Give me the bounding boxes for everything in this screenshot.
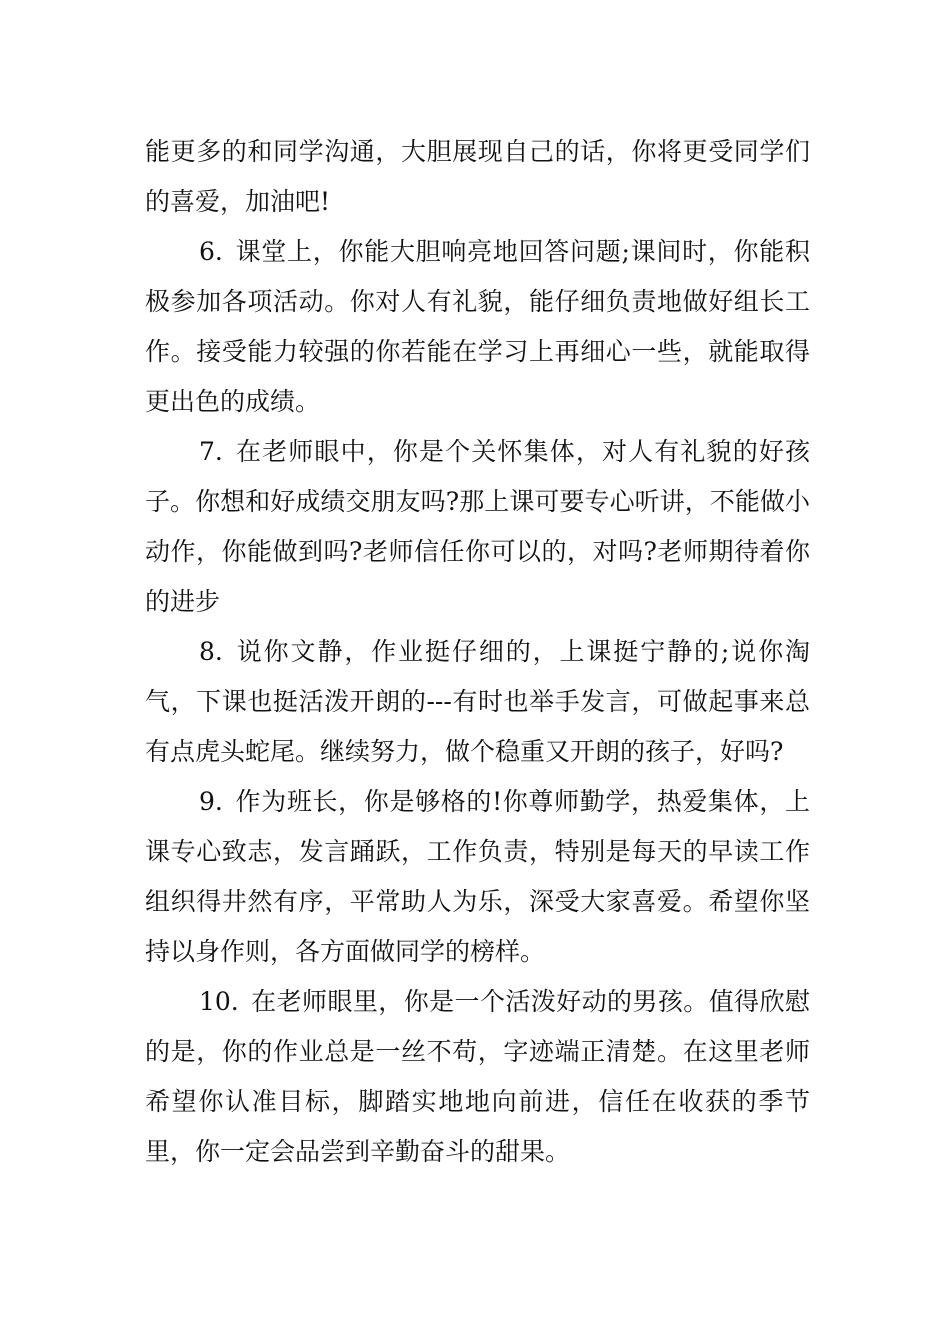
paragraph-item-7: [145, 427, 810, 627]
paragraph-number: 7.: [199, 437, 223, 466]
paragraph-item-8: [145, 627, 810, 777]
paragraph-text: 课堂上，你能大胆响亮地回答问题;课间时，你能积极参加各项活动。你对人有礼貌，能仔细负责地做好组长工作。接受能力较强的你若能在学习上再细心一些，就能取得更出色的成绩。: [145, 237, 810, 416]
paragraph-number: 8.: [199, 637, 223, 666]
paragraph-text: 能更多的和同学沟通，大胆展现自己的话，你将更受同学们的喜爱，加油吧!: [145, 137, 810, 216]
paragraph-number: 10.: [199, 987, 239, 1016]
paragraph-number: 6.: [199, 237, 223, 266]
paragraph-item-6: [145, 227, 810, 427]
document-body: [145, 127, 810, 1177]
paragraph-item-10: [145, 977, 810, 1177]
paragraph-item-9: [145, 777, 810, 977]
paragraph-text: 在老师眼中，你是个关怀集体，对人有礼貌的好孩子。你想和好成绩交朋友吗?那上课可要专心听讲，不能做小动作，你能做到吗?老师信任你可以的，对吗?老师期待着你的进步: [145, 437, 810, 616]
paragraph-number: 9.: [199, 787, 223, 816]
paragraph-text: 在老师眼里，你是一个活泼好动的男孩。值得欣慰的是，你的作业总是一丝不苟，字迹端正清楚。在这里老师希望你认准目标，脚踏实地地向前进，信任在收获的季节里，你一定会品尝到辛勤奋斗的甜果。: [145, 987, 810, 1166]
paragraph-text: 说你文静，作业挺仔细的，上课挺宁静的;说你淘气，下课也挺活泼开朗的---有时也举手发言，可做起事来总有点虎头蛇尾。继续努力，做个稳重又开朗的孩子，好吗?: [145, 637, 810, 766]
paragraph-text: 作为班长，你是够格的!你尊师勤学，热爱集体，上课专心致志，发言踊跃，工作负责，特别是每天的早读工作组织得井然有序，平常助人为乐，深受大家喜爱。希望你坚持以身作则，各方面做同学的榜样。: [145, 787, 810, 966]
paragraph-continuation: [145, 127, 810, 227]
